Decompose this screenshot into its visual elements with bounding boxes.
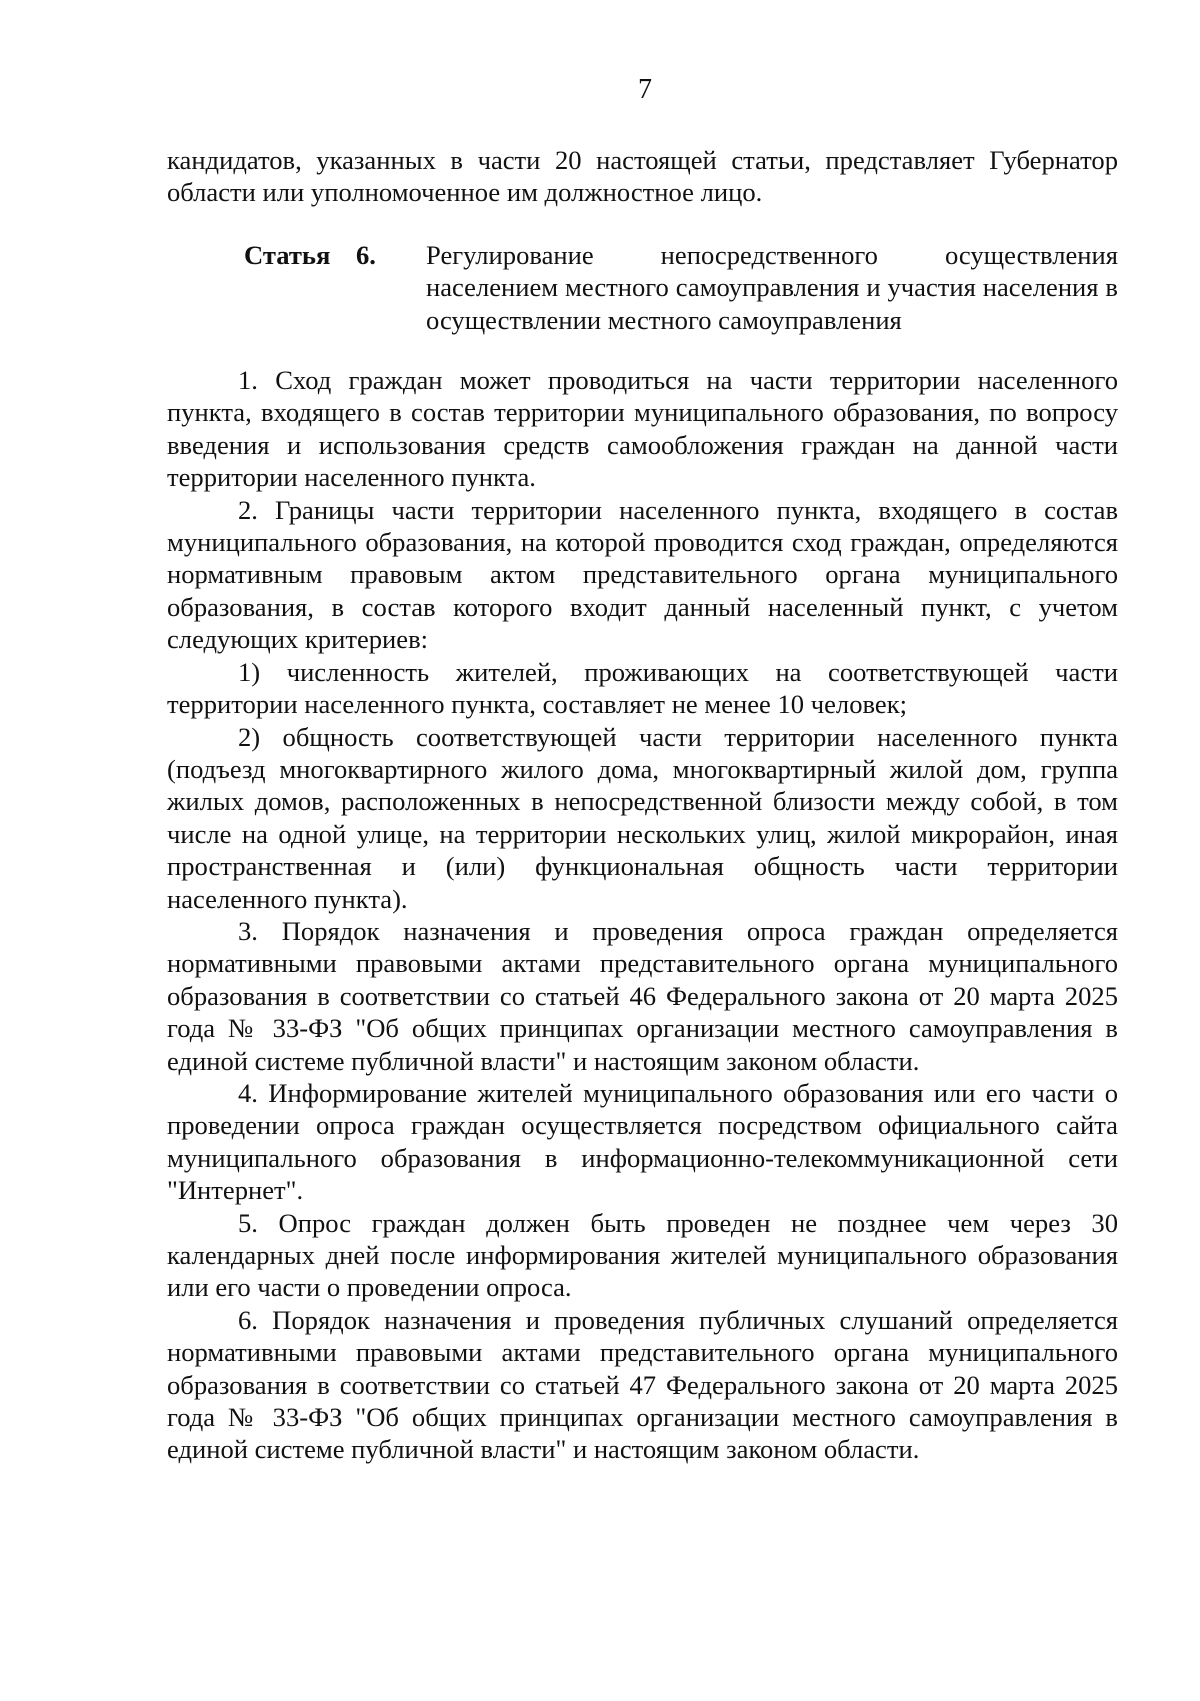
paragraph-5: 5. Опрос граждан должен быть проведен не позднее чем через 30 календарных дней после информирования жителей муниципального образования или его части о проведении опроса.: [167, 1207, 1118, 1303]
page-number: 7: [638, 74, 652, 105]
article-label: Статья: [244, 239, 331, 270]
paragraph-3: 3. Порядок назначения и проведения опроса граждан определяется нормативными правовыми актами представительного органа муниципального образования в соответствии со статьей 46 Федерального закона от 20 марта 2025 года № 33-ФЗ "Об общих принципах организации местного самоуправления в единой системе публичной власти" и настоящим законом области.: [167, 915, 1118, 1076]
paragraph-1: 1. Сход граждан может проводиться на части территории населенного пункта, входящего в состав территории муниципального образования, по вопросу введения и использования средств самообложения граждан на данной части территории населенного пункта.: [167, 365, 1118, 493]
paragraph-4: 4. Информирование жителей муниципального образования или его части о проведении опроса граждан осуществляется посредством официального сайта муниципального образования в информационно-телекоммуникационной сети "Интернет".: [167, 1077, 1118, 1206]
article-number: 6.: [356, 239, 376, 270]
document-body: [167, 144, 1118, 1466]
intro-paragraph: кандидатов, указанных в части 20 настоящей статьи, представляет Губернатор области или уполномоченное им должностное лицо.: [167, 145, 1118, 208]
paragraph-2-item-1: 1) численность жителей, проживающих на соответствующей части территории населенного пункта, составляет не менее 10 человек;: [167, 656, 1118, 720]
paragraph-2-item-2: 2) общность соответствующей части территории населенного пункта (подъезд многоквартирного жилого дома, многоквартирный жилой дом, группа жилых домов, расположенных в непосредственной близости между собой, в том числе на одной улице, на территории нескольких улиц, жилой микрорайон, иная пространственная и (или) функциональная общность части территории населенного пункта).: [167, 721, 1118, 914]
paragraph-6: 6. Порядок назначения и проведения публичных слушаний определяется нормативными правовыми актами представительного органа муниципального образования в соответствии со статьей 47 Федерального закона от 20 марта 2025 года № 33-ФЗ "Об общих принципах организации местного самоуправления в единой системе публичной власти" и настоящим законом области.: [167, 1304, 1118, 1465]
paragraph-2: 2. Границы части территории населенного пункта, входящего в состав муниципального образования, на которой проводится сход граждан, определяются нормативным правовым актом представительного органа муниципального образования, в состав которого входит данный населенный пункт, с учетом следующих критериев:: [167, 494, 1118, 655]
article-title: Регулирование непосредственного осуществления населением местного самоуправления и участия населения в осуществлении местного самоуправления: [426, 239, 1118, 335]
article-heading: [167, 239, 1118, 336]
